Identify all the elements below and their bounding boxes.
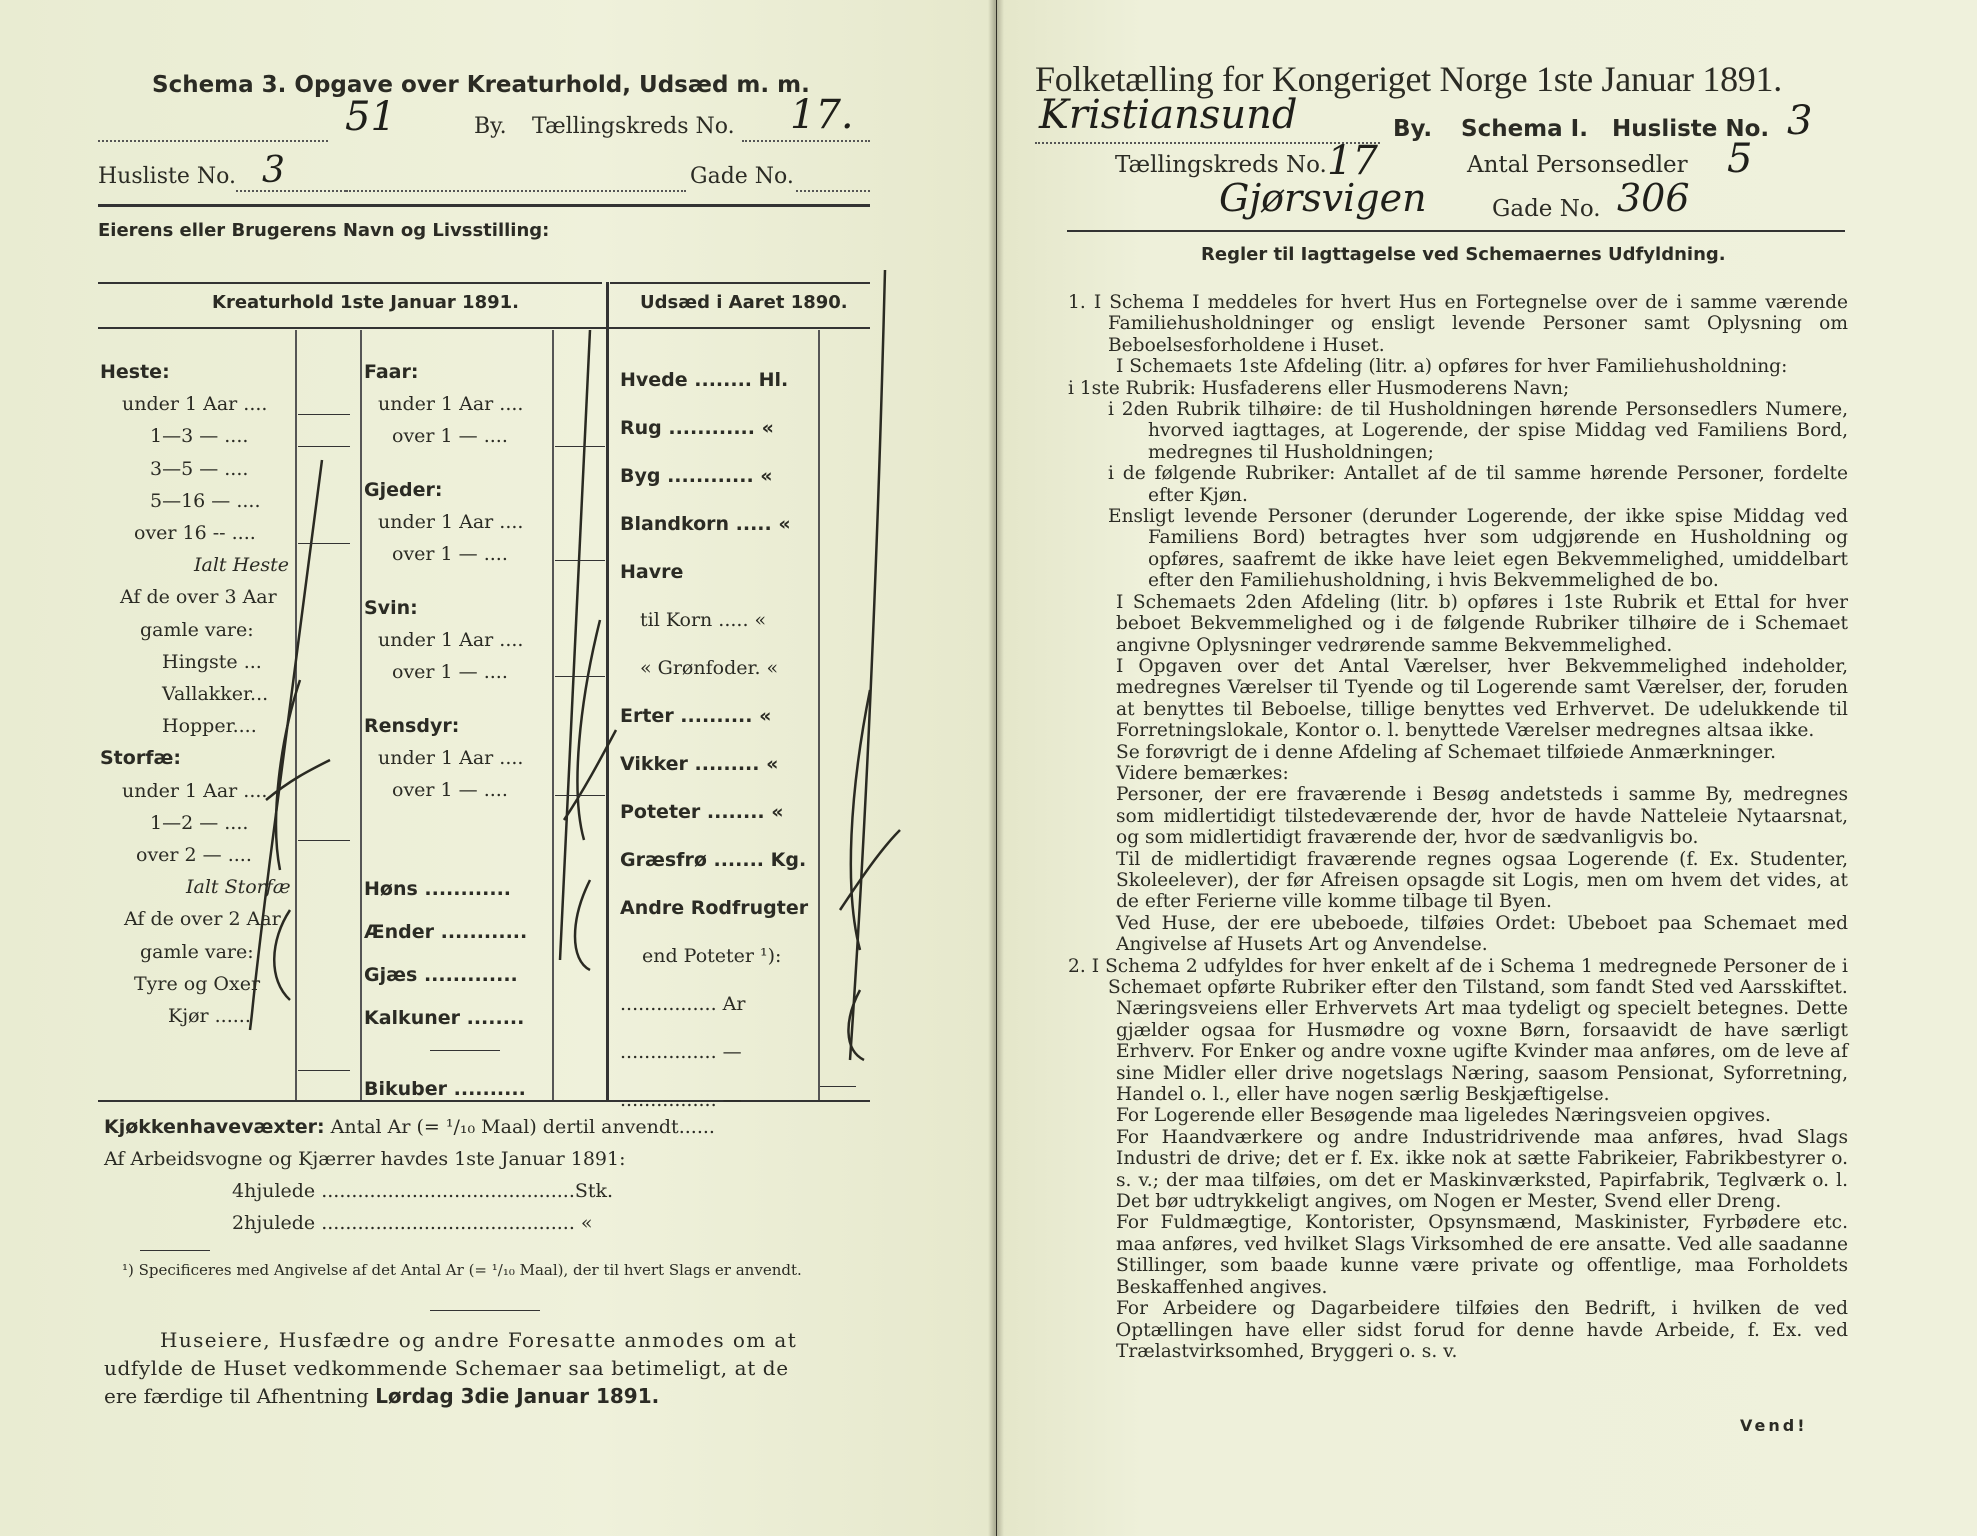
rule-paragraph: For Logerende eller Besøgende maa ligeledes Næringsveien opgives. bbox=[1116, 1105, 1771, 1127]
husliste-label: Husliste No. bbox=[98, 164, 236, 189]
rensdyr-heading: Rensdyr: bbox=[364, 715, 460, 737]
udsaed-row: Poteter ........ « bbox=[620, 801, 784, 823]
header-rule bbox=[1067, 230, 1845, 232]
udsaed-row: til Korn ..... « bbox=[640, 609, 767, 631]
notice-line-1: Huseiere, Husfædre og andre Foresatte anmodes om at bbox=[160, 1328, 798, 1352]
handwritten-intet-heste bbox=[230, 440, 350, 1040]
gade-field bbox=[346, 154, 686, 192]
storfae-row: over 2 — .... bbox=[136, 844, 252, 867]
ialt-storfae: Ialt Storfæ bbox=[186, 876, 291, 899]
bikuber-separator bbox=[430, 1050, 500, 1051]
rule-paragraph: i de følgende Rubriker: Antallet af de til samme hørende Personer, fordelte efter Kjøn. bbox=[1108, 463, 1848, 506]
udsaed-row: Græsfrø ....... Kg. bbox=[620, 849, 807, 871]
col1-header: Kreaturhold 1ste Januar 1891. bbox=[212, 292, 519, 313]
udsaed-value-line bbox=[818, 330, 820, 1102]
svin-heading: Svin: bbox=[364, 597, 418, 619]
by-value: 51 bbox=[345, 94, 396, 140]
blank-line bbox=[298, 414, 350, 415]
udsaed-row: Hvede ........ Hl. bbox=[620, 369, 789, 391]
notice-line-3: ere færdige til Afhentning Lørdag 3die Januar 1891. bbox=[104, 1384, 660, 1408]
blank-line bbox=[555, 795, 605, 796]
rule-paragraph: I Schemaets 1ste Afdeling (litr. a) opføres for hver Familiehusholdning: bbox=[1116, 356, 1788, 378]
heste-row: under 1 Aar .... bbox=[122, 393, 268, 416]
blank-line bbox=[298, 1070, 350, 1071]
heste-heading: Heste: bbox=[100, 361, 170, 383]
owner-label: Eierens eller Brugerens Navn og Livsstilling: bbox=[98, 220, 550, 241]
page-fold bbox=[988, 0, 1004, 1536]
rensdyr-row: over 1 — .... bbox=[392, 779, 508, 801]
gade-no-field bbox=[796, 154, 870, 192]
rule-paragraph: I Opgaven over det Antal Værelser, hver Bekvemmelighed indeholder, medregnes Værelser til Tyende og til Logerende samt Værelser, der, foruden at benyttes til Beboelse, tillige benyttes ved Erhvervet. De udelukkende til Forretningslokale, Kontor o. l. benyttede Værelser medregnes altsaa ikke. bbox=[1116, 655, 1848, 742]
rules-title: Regler til Iagttagelse ved Schemaernes Udfyldning. bbox=[1201, 244, 1726, 265]
blank-line bbox=[555, 446, 605, 447]
heste-row: Af de over 3 Aar bbox=[120, 586, 277, 609]
rule-paragraph: 2. I Schema 2 udfyldes for hver enkelt af de i Schema 1 medregnede Personer de i Schemaet opførte Rubriker efter den Tilstand, som fandt Sted ved Aarsskiftet. bbox=[1068, 955, 1848, 998]
gjaes-row: Gjæs ............. bbox=[364, 964, 518, 986]
schema-label: Schema I. bbox=[1461, 116, 1588, 142]
table-top-rule bbox=[98, 282, 602, 284]
udsaed-row: Havre bbox=[620, 561, 684, 583]
kreds-label: Tællingskreds No. bbox=[532, 114, 735, 139]
rule-paragraph: Til de midlertidigt fraværende regnes ogsaa Logerende (f. Ex. Studenter, Skoleelever), der før Afreisen opsagde sit Logis, men om hvem det vides, at de efter Ferierne ville komme tilbage til Byen. bbox=[1116, 848, 1848, 913]
gjeder-row: under 1 Aar .... bbox=[378, 511, 524, 533]
aender-row: Ænder ............ bbox=[364, 921, 528, 943]
rule-paragraph: For Fuldmægtige, Kontorister, Opsynsmænd, Maskinister, Fyrbødere etc. maa anføres, ved hvilket Slags Virksomhed de ere ansatte. Ved alle saadanne Stillinger, som baade kunne være private og offentlige, maa Forholdets Beskaffenhed angives. bbox=[1116, 1212, 1848, 1298]
fowl-list bbox=[364, 868, 527, 1040]
rule-paragraph: Næringsveiens eller Erhvervets Art maa tydeligt og specielt betegnes. Dette gjælder ogsaa for Husmødre og voxne Børn, forsaavidt de have særligt Erhverv. For Enker og andre voxne ugifte Kvinder maa anføres, om de leve af sine Midler eller drive nogetslags Næring, saasom Pensionat, Syforretning, Handel o. l., eller have nogen særlig Beskjæftigelse. bbox=[1116, 998, 1848, 1106]
heste-row: over 16 -- .... bbox=[134, 522, 256, 545]
husliste-value: 3 bbox=[262, 150, 285, 191]
heste-row: Vallakker... bbox=[162, 683, 269, 706]
blank-line bbox=[298, 840, 350, 841]
svin-row: under 1 Aar .... bbox=[378, 629, 524, 651]
heste-row: Hopper.... bbox=[162, 715, 257, 738]
blank-line bbox=[298, 543, 350, 544]
udsaed-row: ................ Ar bbox=[620, 993, 746, 1015]
vend-label: Vend! bbox=[1740, 1416, 1808, 1435]
udsaed-row: Rug ............ « bbox=[620, 417, 774, 439]
blank-line bbox=[555, 676, 605, 677]
husliste-value: 3 bbox=[1787, 98, 1813, 144]
rule-paragraph: i 2den Rubrik tilhøire: de til Husholdningen hørende Personsedlers Numere, hvorved iagttages, at Logerende, der spise Middag ved Familiens Bord, medregnes til Husholdningen; bbox=[1108, 399, 1848, 463]
faar-row: over 1 — .... bbox=[392, 425, 508, 447]
kreds-value: 17. bbox=[790, 92, 854, 138]
udsaed-row: Erter .......... « bbox=[620, 705, 772, 727]
udsaed-row: ................ — bbox=[620, 1041, 742, 1063]
hjul4-line: 4hjulede ..........................................Stk. bbox=[232, 1180, 614, 1202]
handwritten-intet-udsaed bbox=[830, 270, 910, 1070]
footnote: ¹) Specificeres med Angivelse af det Antal Ar (= ¹/₁₀ Maal), der til hvert Slags er anvendt. bbox=[122, 1261, 802, 1279]
faar-left-line bbox=[360, 330, 362, 1102]
gade-label: Gade No. bbox=[1492, 196, 1601, 222]
storfae-row: Kjør ...... bbox=[168, 1005, 251, 1028]
udsaed-row: Vikker ......... « bbox=[620, 753, 779, 775]
rules-text bbox=[1068, 292, 1848, 1362]
gade-value: Gjørsvigen bbox=[1219, 176, 1427, 220]
kreds-value: 17 bbox=[1327, 138, 1378, 184]
handwritten-intet-faar bbox=[540, 320, 630, 980]
kjokkenhave-line: Kjøkkenhavevæxter: Antal Ar (= ¹/₁₀ Maal) dertil anvendt...... bbox=[104, 1116, 715, 1138]
storfae-row: gamle vare: bbox=[140, 940, 254, 963]
heste-row: 1—3 — .... bbox=[150, 425, 249, 448]
heste-row: 3—5 — .... bbox=[150, 457, 249, 480]
census-title: Folketælling for Kongeriget Norge 1ste Januar 1891. bbox=[1035, 59, 1782, 99]
husliste-label: Husliste No. bbox=[1612, 116, 1770, 142]
rule-paragraph: Se forøvrigt de i denne Afdeling af Schemaet tilføiede Anmærkninger. bbox=[1116, 741, 1776, 763]
heste-row: Hingste ... bbox=[162, 650, 262, 673]
rule-paragraph: 1. I Schema I meddeles for hvert Hus en Fortegnelse over de i samme værende Familiehusholdninger og ensligt levende Personer samt Oplysning om Beboelsesforholdene i Huset. bbox=[1068, 292, 1848, 356]
gade-label: Gade No. bbox=[690, 164, 794, 189]
antal-value: 5 bbox=[1727, 136, 1753, 182]
rensdyr-row: under 1 Aar .... bbox=[378, 747, 524, 769]
schema3-title: Schema 3. Opgave over Kreaturhold, Udsæd m. m. bbox=[152, 72, 810, 98]
udsaed-list bbox=[620, 356, 808, 1124]
udsaed-row: Blandkorn ..... « bbox=[620, 513, 791, 535]
rule-paragraph: Ensligt levende Personer (derunder Logerende, der ikke spise Middag ved Familiens Bord) betragtes hver som udgjørende en Husholdning og opføres, saafremt de ikke have leiet egen Bekvemmelighed, umiddelbart efter den Familiehusholdning, i hvis Bekvemmelighed de bo. bbox=[1108, 506, 1848, 592]
rule-paragraph: Personer, der ere fraværende i Besøg andetsteds i samme By, medregnes som midlertidigt tilstedeværende der, hvor de havde Natteleie Nytaarsnat, og som midlertidigt fraværende der, hvor de sædvanligvis bo. bbox=[1116, 784, 1848, 849]
table-header-rule bbox=[98, 327, 870, 329]
gjeder-row: over 1 — .... bbox=[392, 543, 508, 565]
by-field bbox=[98, 104, 328, 142]
storfae-row: 1—2 — .... bbox=[150, 811, 249, 834]
kreds-label: Tællingskreds No. bbox=[1115, 152, 1327, 178]
rule-paragraph: i 1ste Rubrik: Husfaderens eller Husmoderens Navn; bbox=[1068, 377, 1570, 399]
city-value: Kristiansund bbox=[1039, 92, 1298, 138]
kalkuner-row: Kalkuner ........ bbox=[364, 1007, 525, 1029]
ialt-heste: Ialt Heste bbox=[194, 554, 290, 577]
heste-row: 5—16 — .... bbox=[150, 489, 261, 512]
blank-line bbox=[820, 1086, 856, 1087]
notice-rule bbox=[430, 1310, 540, 1311]
faar-list bbox=[364, 356, 523, 806]
hons-row: Høns ............ bbox=[364, 878, 512, 900]
col2-header: Udsæd i Aaret 1890. bbox=[640, 292, 848, 313]
udsaed-row: end Poteter ¹): bbox=[642, 945, 782, 967]
svin-row: over 1 — .... bbox=[392, 661, 508, 683]
husliste-field bbox=[236, 154, 346, 192]
udsaed-row: Andre Rodfrugter bbox=[620, 897, 809, 919]
storfae-row: Af de over 2 Aar bbox=[124, 908, 281, 931]
udsaed-row: Byg ............ « bbox=[620, 465, 773, 487]
bikuber-row: Bikuber .......... bbox=[364, 1078, 526, 1100]
header-rule bbox=[98, 204, 870, 207]
storfae-row: under 1 Aar .... bbox=[122, 779, 268, 802]
faar-heading: Faar: bbox=[364, 361, 419, 383]
blank-line bbox=[555, 560, 605, 561]
by-label: By. bbox=[474, 114, 507, 139]
udsaed-row: « Grønfoder. « bbox=[640, 657, 779, 679]
by-label: By. bbox=[1393, 116, 1433, 142]
rule-paragraph: For Arbeidere og Dagarbeidere tilføies den Bedrift, i hvilken de ved Optællingen have eller sidst forud for denne havde Arbeide, f. Ex. ved Trælastvirksomhed, Bryggeri o. s. v. bbox=[1116, 1298, 1848, 1362]
faar-row: under 1 Aar .... bbox=[378, 393, 524, 415]
rule-paragraph: Ved Huse, der ere ubeboede, tilføies Ordet: Ubeboet paa Schemaet med Angivelse af Husets Art og Anvendelse. bbox=[1116, 912, 1848, 956]
udsaed-row: ................ — bbox=[620, 1089, 742, 1111]
antal-label: Antal Personsedler bbox=[1467, 152, 1688, 178]
heste-row: gamle vare: bbox=[140, 618, 254, 641]
notice-line-2: udfylde de Huset vedkommende Schemaer saa betimeligt, at de bbox=[104, 1356, 789, 1380]
rule-paragraph: Videre bemærkes: bbox=[1116, 762, 1289, 784]
storfae-heading: Storfæ: bbox=[100, 747, 181, 770]
gade-no-value: 306 bbox=[1617, 176, 1690, 220]
arbeidsvogne-line: Af Arbeidsvogne og Kjærrer havdes 1ste Januar 1891: bbox=[104, 1148, 626, 1170]
gjeder-heading: Gjeder: bbox=[364, 479, 443, 501]
rule-paragraph: For Haandværkere og andre Industridrivende maa anføres, hvad Slags Industri de drive; det er f. Ex. ikke nok at sætte Fabrikeier, Fabrikbestyrer o. s. v.; der maa tilføies, om det er Maskinværksted, Papirfabrik, Teglværk o. l. Det bør udtrykkeligt angives, om Nogen er Mester, Svend eller Dreng. bbox=[1116, 1126, 1848, 1213]
storfae-row: Tyre og Oxer bbox=[134, 972, 261, 995]
hjul2-line: 2hjulede .......................................... « bbox=[232, 1212, 593, 1234]
rule-paragraph: I Schemaets 2den Afdeling (litr. b) opføres i 1ste Rubrik et Ettal for hver beboet Bekvemmelighed og i de følgende Rubriker tilhøire de i Schemaet angivne Oplysninger vedrørende samme Bekvemmelighed. bbox=[1116, 591, 1848, 656]
blank-line bbox=[298, 446, 350, 447]
footnote-rule bbox=[140, 1250, 210, 1251]
